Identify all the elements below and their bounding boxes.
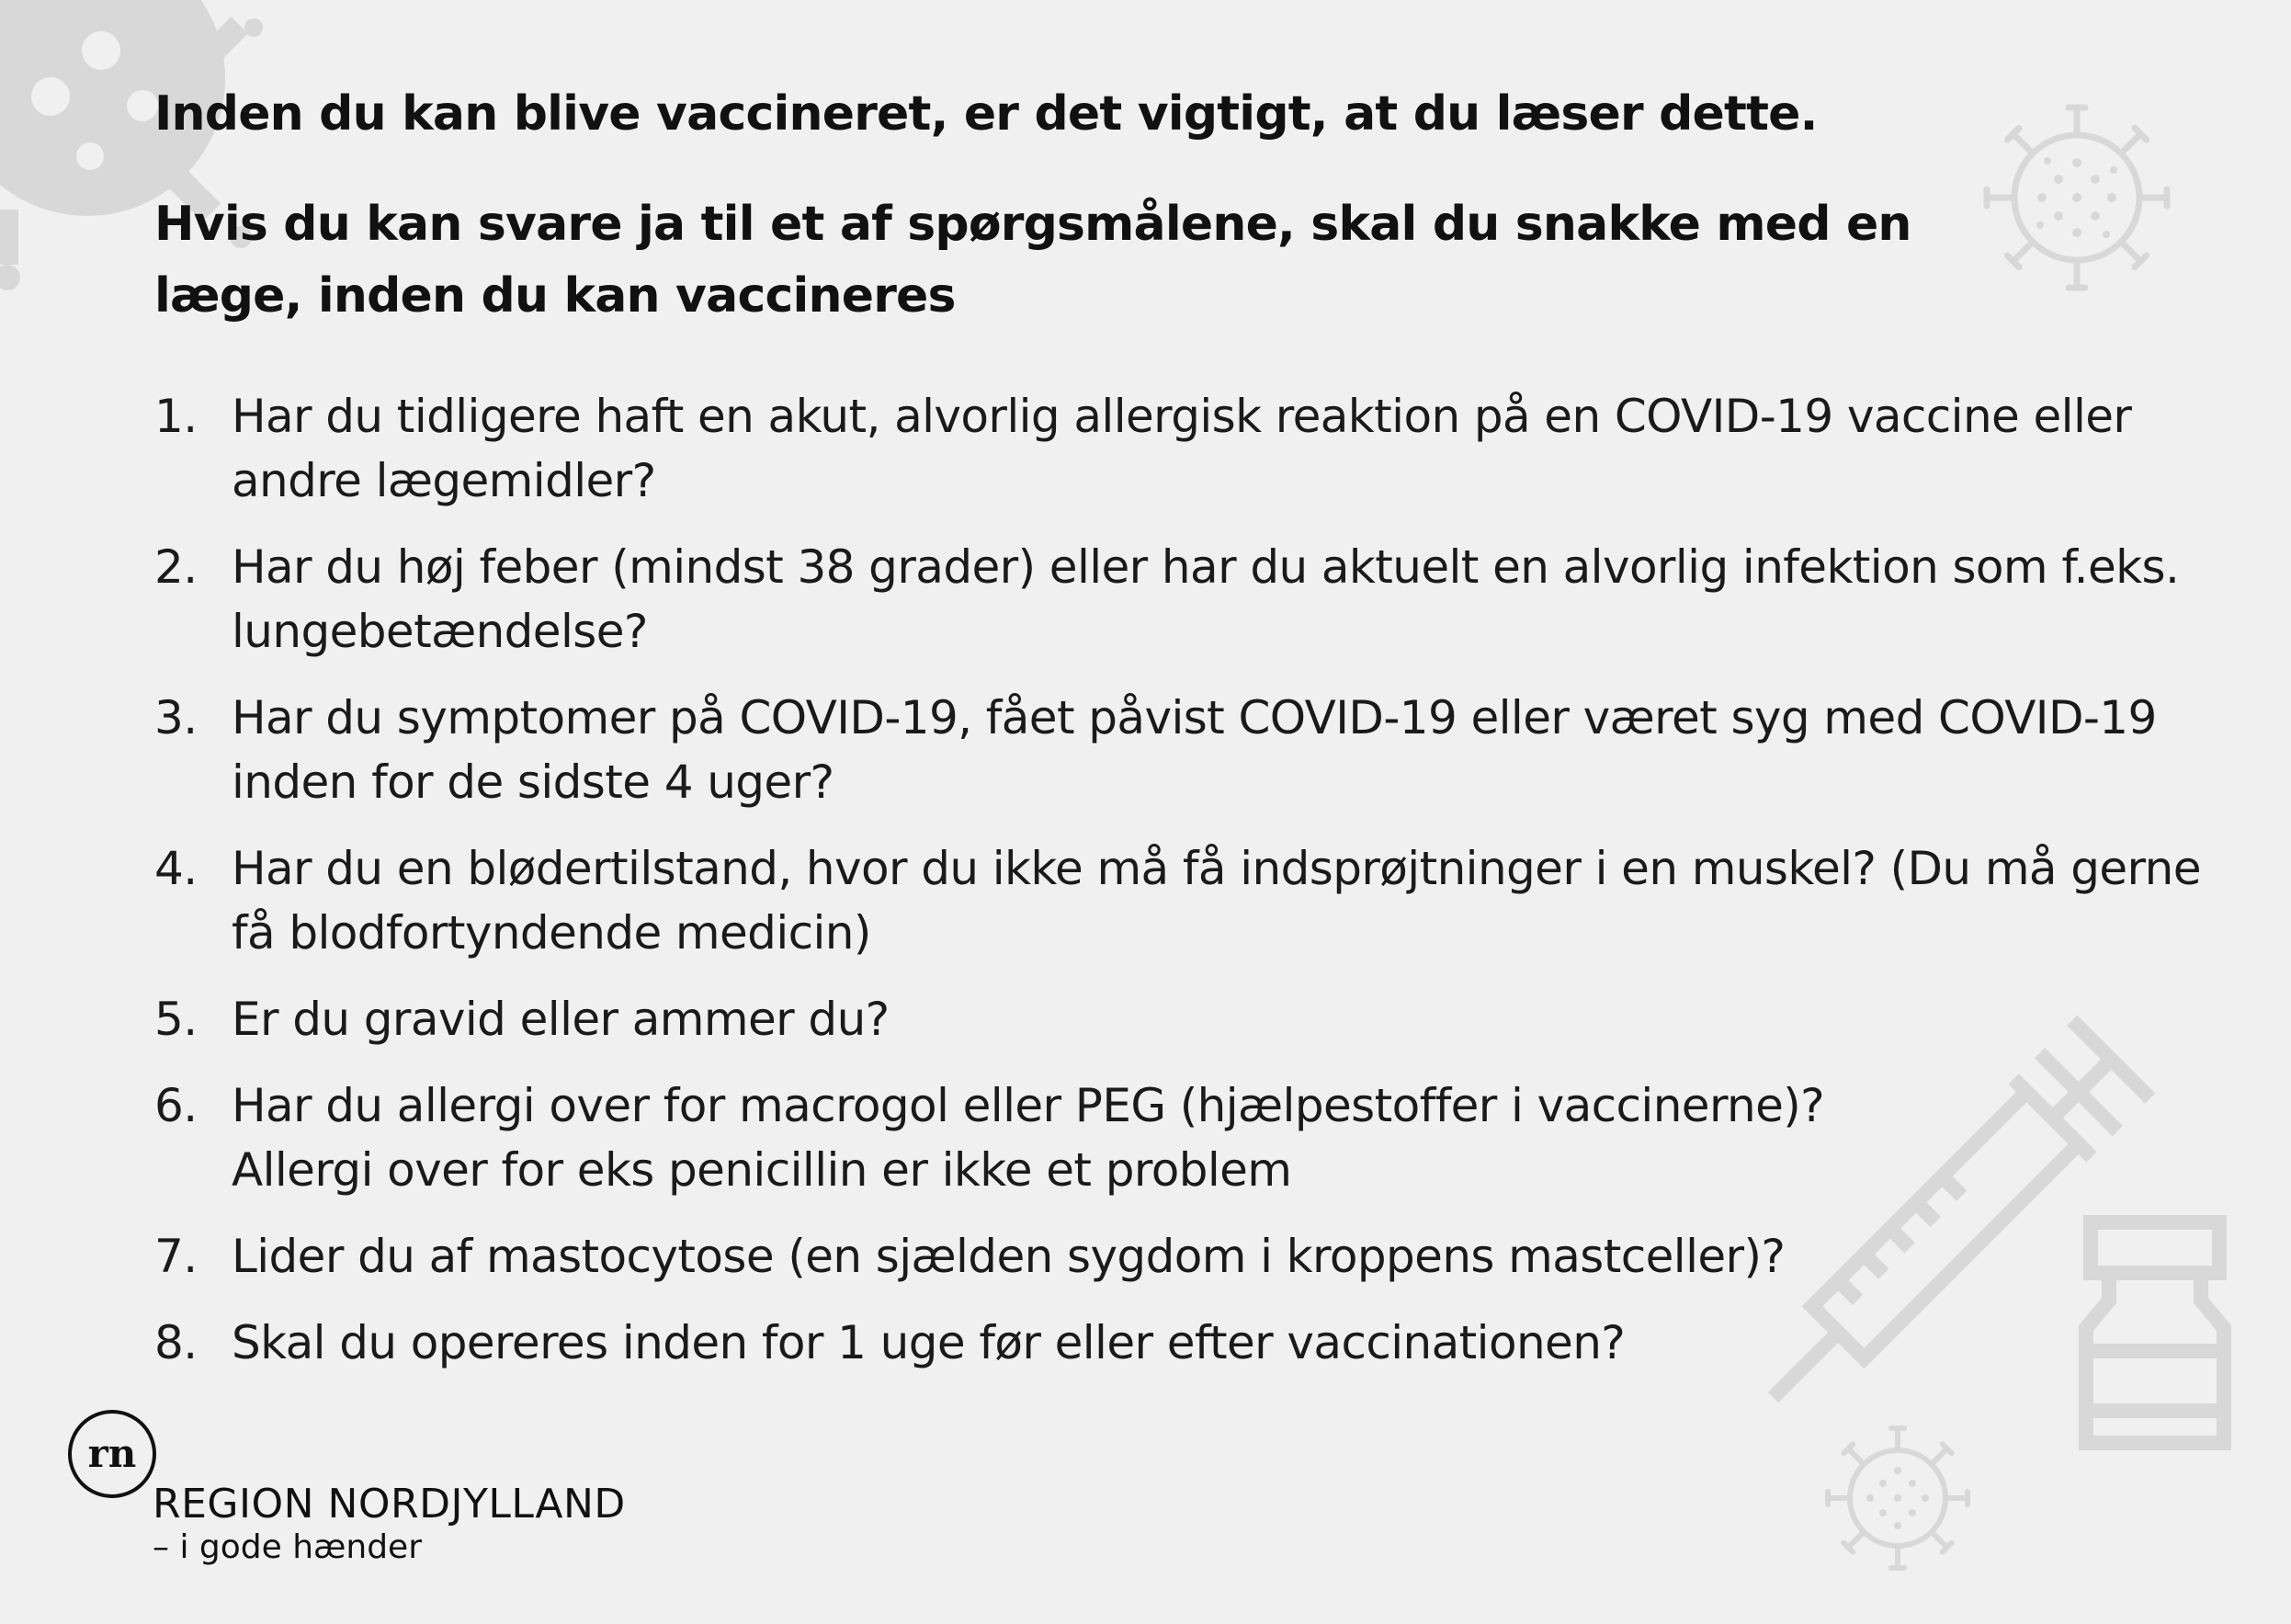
question-text: Lider du af mastocytose (en sjælden sygdom i kroppens mastceller)? (232, 1230, 1786, 1283)
question-number: 7. (154, 1230, 198, 1283)
question-note: Allergi over for eks penicillin er ikke et problem (232, 1143, 1292, 1197)
question-text: Har du symptomer på COVID-19, fået påvist COVID-19 eller været syg med COVID-19 inden for de sidste 4 uger? (232, 691, 2157, 809)
question-item (154, 535, 2204, 664)
question-item (154, 1311, 2204, 1375)
region-logo (66, 1408, 158, 1500)
question-number: 8. (154, 1316, 198, 1369)
question-text: Har du tidligere haft en akut, alvorlig allergisk reaktion på en COVID-19 vaccine eller andre lægemidler? (232, 390, 2132, 507)
question-number: 4. (154, 842, 198, 895)
virus-icon (1820, 1420, 1976, 1576)
virus-icon (1976, 97, 2178, 299)
question-number: 3. (154, 691, 198, 744)
organization-name: REGION NORDJYLLAND (153, 1481, 626, 1527)
logo-mark: rn (87, 1431, 137, 1476)
question-item (154, 987, 2204, 1051)
question-text: Har du en blødertilstand, hvor du ikke må få indsprøjtninger i en muskel? (Du må gerne få blodfortyndende medicin) (232, 842, 2201, 960)
question-item (154, 686, 2204, 814)
page-subtitle: Hvis du kan svare ja til et af spørgsmålene, skal du snakke med en læge, inden du kan vaccineres (154, 197, 1911, 324)
question-item (154, 384, 2204, 513)
organization-tagline: – i gode hænder (153, 1528, 422, 1566)
question-item (154, 836, 2204, 965)
question-number: 5. (154, 993, 198, 1046)
question-number: 6. (154, 1079, 198, 1132)
organization-block (153, 1482, 626, 1568)
question-number: 1. (154, 390, 198, 443)
question-number: 2. (154, 540, 198, 594)
question-text: Skal du opereres inden for 1 uge før eller efter vaccinationen? (232, 1316, 1626, 1369)
question-text: Har du høj feber (mindst 38 grader) eller har du aktuelt en alvorlig infektion som f.eks. lungebetændelse? (232, 540, 2180, 658)
question-item (154, 1224, 2204, 1289)
question-list (154, 384, 2204, 1397)
page-title: Inden du kan blive vaccineret, er det vigtigt, at du læser dette. (154, 86, 1818, 142)
question-item (154, 1073, 2204, 1202)
question-text: Har du allergi over for macrogol eller PEG (hjælpestoffer i vaccinerne)? (232, 1079, 1825, 1132)
question-text: Er du gravid eller ammer du? (232, 993, 890, 1046)
